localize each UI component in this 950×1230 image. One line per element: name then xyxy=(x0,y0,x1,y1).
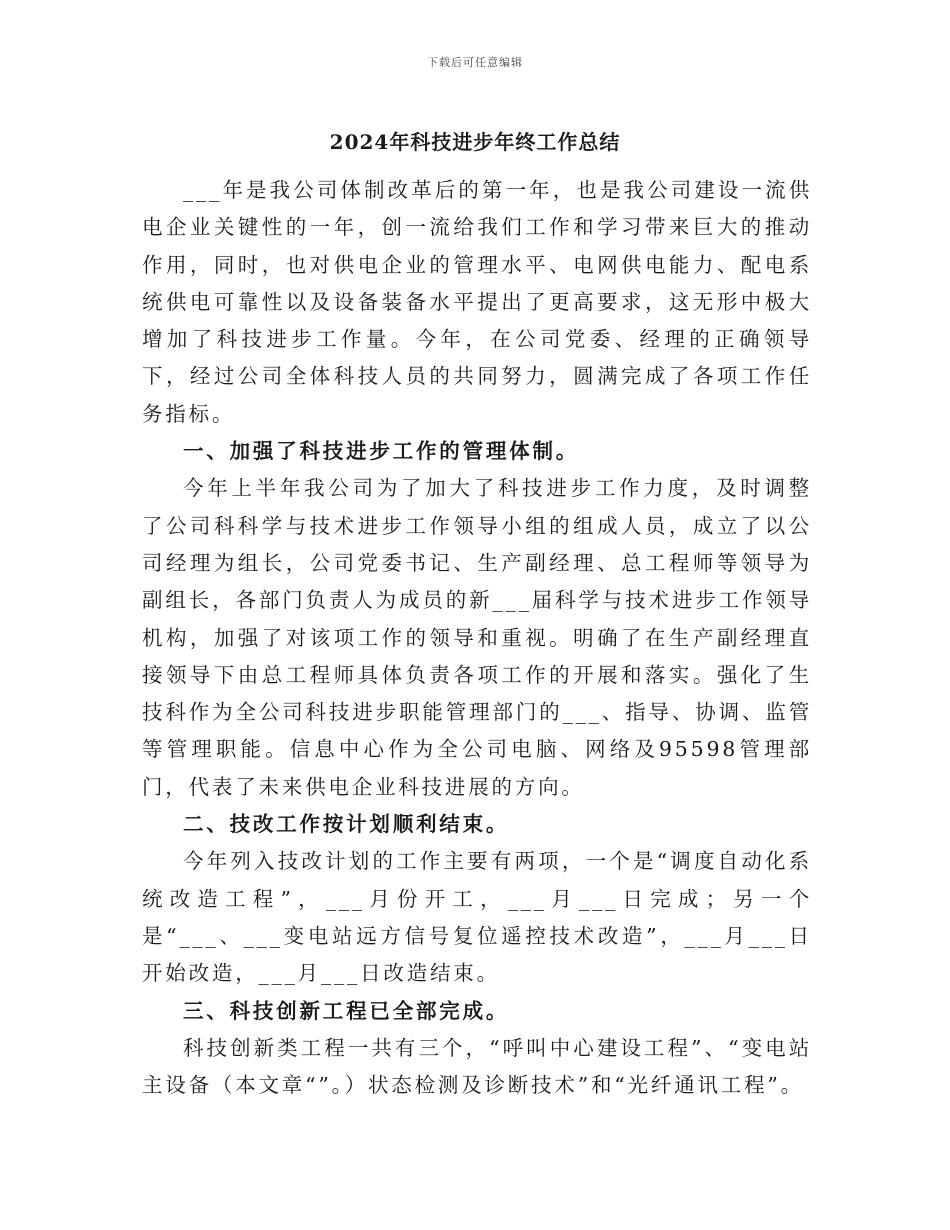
section-heading-1: 一、加强了科技进步工作的管理体制。 xyxy=(183,439,580,464)
document-body xyxy=(142,172,812,1104)
section-1-paragraph: 今年上半年我公司为了加大了科技进步工作力度，及时调整了公司科科学与技术进步工作领导小组的组成人员，成立了以公司经理为组长，公司党委书记、生产副经理、总工程师等领导为副组长，各部门负责人为成员的新___届科学与技术进步工作领导机构，加强了对该项工作的领导和重视。明确了在生产副经理直接领导下由总工程师具体负责各项工作的开展和落实。强化了生技科作为全公司科技进步职能管理部门的___、指导、协调、监管等管理职能。信息中心作为全公司电脑、网络及95598管理部门，代表了未来供电企业科技进展的方向。 xyxy=(142,476,812,799)
section-heading-2: 二、技改工作按计划顺利结束。 xyxy=(183,812,510,837)
document-title: 2024年科技进步年终工作总结 xyxy=(329,130,621,154)
section-2-paragraph: 今年列入技改计划的工作主要有两项，一个是“调度自动化系统改造工程”，___月份开工，___月___日完成；另一个是“___、___变电站远方信号复位遥控技术改造”，___月___日开始改造，___月___日改造结束。 xyxy=(142,849,812,986)
intro-paragraph: ___年是我公司体制改革后的第一年，也是我公司建设一流供电企业关键性的一年，创一流给我们工作和学习带来巨大的推动作用，同时，也对供电企业的管理水平、电网供电能力、配电系统供电可靠性以及设备装备水平提出了更高要求，这无形中极大增加了科技进步工作量。今年，在公司党委、经理的正确领导下，经过公司全体科技人员的共同努力，圆满完成了各项工作任务指标。 xyxy=(142,178,812,426)
section-3-paragraph: 科技创新类工程一共有三个，“呼叫中心建设工程”、“变电站主设备（本文章“”。）状态检测及诊断技术”和“光纤通讯工程”。 xyxy=(142,1035,812,1098)
header-note: 下载后可任意编辑 xyxy=(427,56,523,69)
section-heading-3: 三、科技创新工程已全部完成。 xyxy=(183,998,510,1023)
